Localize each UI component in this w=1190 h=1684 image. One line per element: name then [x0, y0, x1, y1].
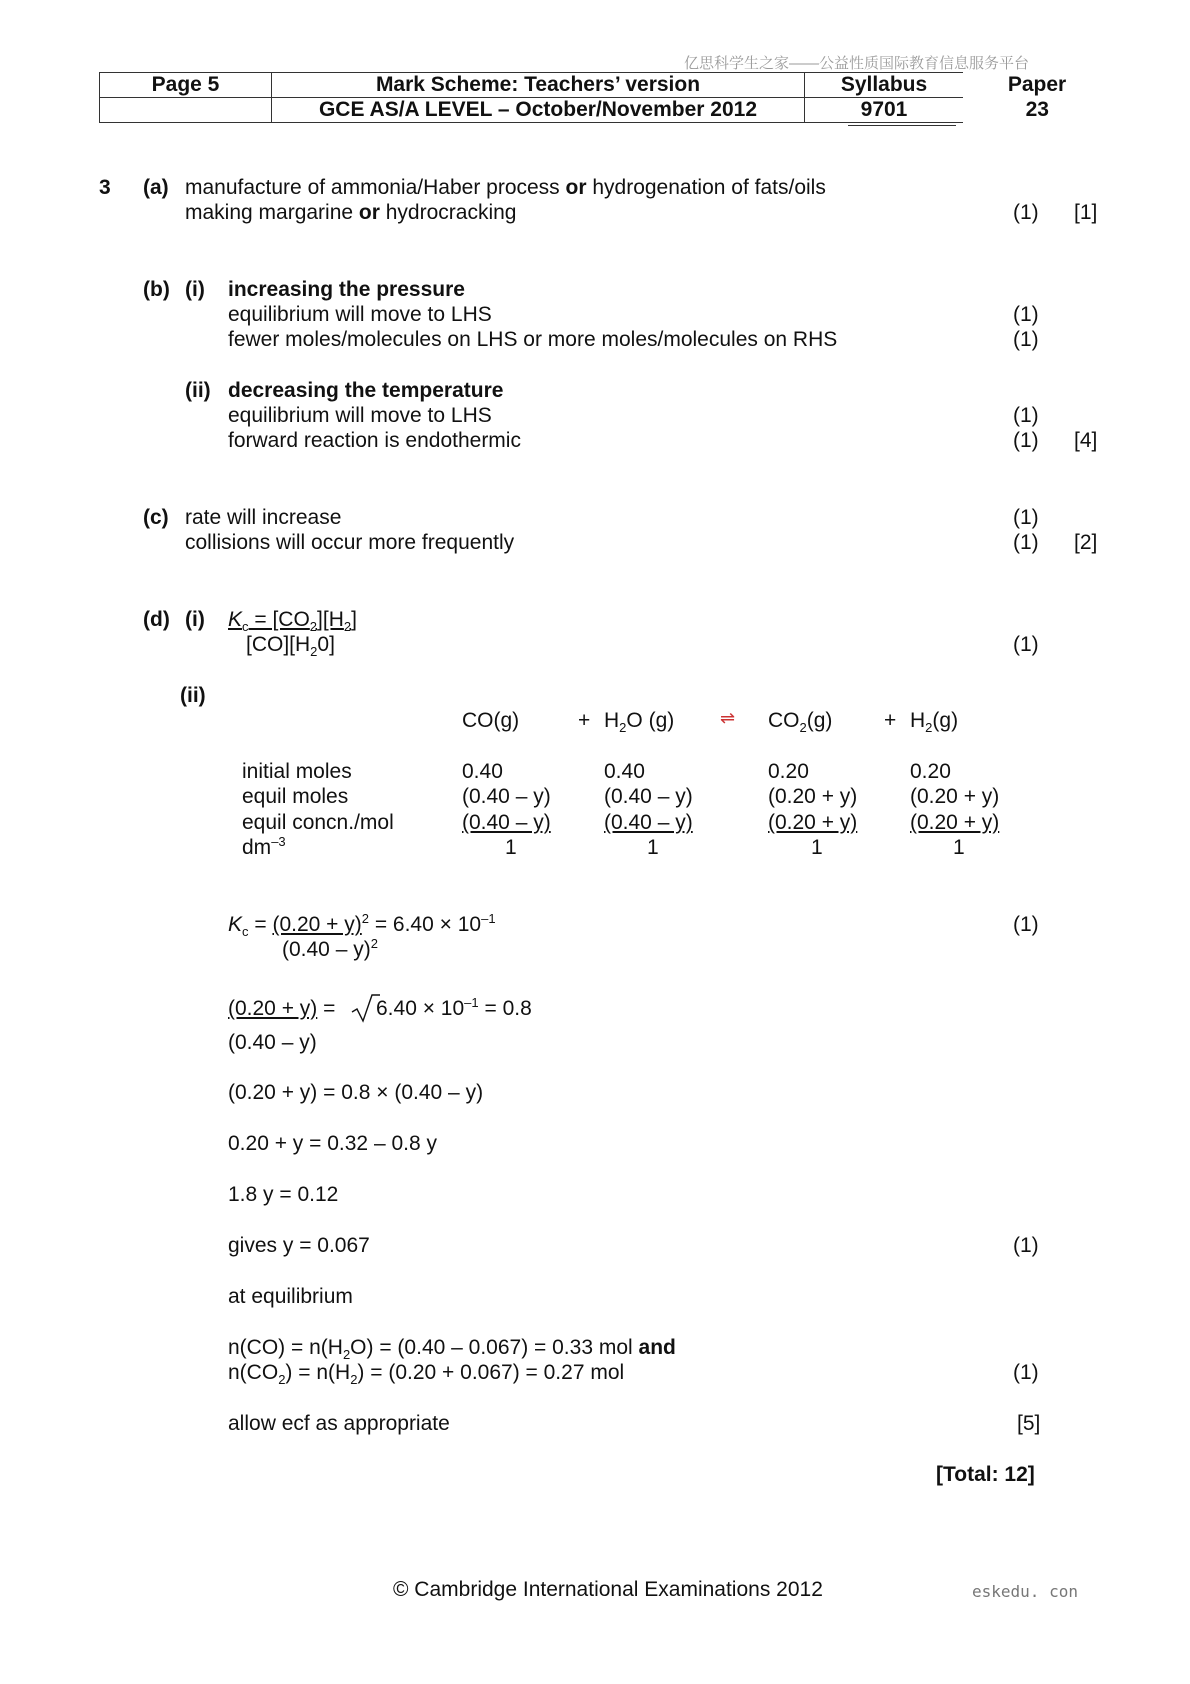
- ice-cell: (0.40 – y): [462, 811, 551, 834]
- ice-cell: 0.20: [910, 760, 951, 783]
- question-number: 3: [99, 176, 111, 199]
- part-d-label: (d): [143, 608, 170, 631]
- part-a-total: [1]: [1074, 201, 1098, 224]
- part-c-total: [2]: [1074, 531, 1098, 554]
- part-b-ii-mark2: (1): [1013, 429, 1039, 452]
- part-b-ii-line1: equilibrium will move to LHS: [228, 404, 492, 427]
- header-page: Page 5: [100, 73, 272, 98]
- footer-site-mark: eskedu. con: [972, 1582, 1078, 1601]
- ice-cell: (0.40 – y): [604, 811, 693, 834]
- part-c-mark1: (1): [1013, 506, 1039, 529]
- calc-step-2: (0.20 + y) = 0.8 × (0.40 – y): [228, 1081, 484, 1104]
- ice-cell: 0.40: [462, 760, 503, 783]
- eq-plus-2: +: [884, 709, 897, 732]
- calc-step-7: $n(CO) = n(H_2O) = (0.40 - 0.067) = 0.33$ mol and: [228, 1336, 676, 1363]
- eq-co2: $CO_2(g)$: [768, 709, 833, 736]
- calc-step-4: 1.8 y = 0.12: [228, 1183, 339, 1206]
- ice-cell: (0.40 – y): [604, 785, 693, 808]
- ice-cell: 1: [953, 836, 965, 859]
- kc-calc-mark: (1): [1013, 913, 1039, 936]
- eq-h2o: $H_2O$ (g): [604, 709, 675, 736]
- part-d-total: [5]: [1017, 1412, 1041, 1435]
- watermark-text: 亿思科学生之家——公益性质国际教育信息服务平台: [684, 55, 1030, 72]
- header-paper: 23: [1025, 98, 1049, 121]
- part-a-label: (a): [143, 176, 169, 199]
- ice-cell: 0.20: [768, 760, 809, 783]
- calc-step-8-mark: (1): [1013, 1361, 1039, 1384]
- header-syllabus: 9701: [805, 98, 964, 123]
- part-d-i-label: (i): [185, 608, 205, 631]
- header-title: Mark Scheme: Teachers’ version: [272, 73, 805, 98]
- part-b-label: (b): [143, 278, 170, 301]
- ice-cell: 1: [811, 836, 823, 859]
- equilibrium-arrow-icon: ⇌: [720, 708, 736, 728]
- kc-calc-numerator: $K_c = (0.20 + y)^2 = 6.40 \times 10^{-1}$: [228, 911, 496, 940]
- ice-label-initial: initial moles: [242, 760, 352, 783]
- ice-cell: 1: [647, 836, 659, 859]
- grand-total: [Total: 12]: [936, 1463, 1035, 1486]
- part-b-i-mark2: (1): [1013, 328, 1039, 351]
- part-b-ii-mark1: (1): [1013, 404, 1039, 427]
- kc-calc-denominator: (0.40 – y)$^2$: [282, 936, 378, 961]
- ice-cell: (0.20 + y): [910, 811, 1000, 834]
- calc-step-3: 0.20 + y = 0.32 – 0.8 y: [228, 1132, 437, 1155]
- ice-cell: 0.40: [604, 760, 645, 783]
- header-exam: GCE AS/A LEVEL – October/November 2012: [272, 98, 805, 123]
- sqrt-value: $6.40 \times 10^{-1} = 0.8$: [376, 995, 532, 1020]
- ice-label-equil: equil moles: [242, 785, 349, 808]
- part-b-i-heading: increasing the pressure: [228, 278, 465, 301]
- part-d-ii-label: (ii): [180, 684, 206, 707]
- kc-expression-numerator: $K_c = [CO_2][H_2]$: [228, 608, 357, 635]
- part-c-line1: rate will increase: [185, 506, 342, 529]
- part-d-i-mark: (1): [1013, 633, 1039, 656]
- part-b-total: [4]: [1074, 429, 1098, 452]
- ice-cell: 1: [505, 836, 517, 859]
- ice-label-concn: equil concn./mol: [242, 811, 394, 834]
- ice-label-dm: $dm^{-3}$: [242, 834, 286, 859]
- part-b-i-label: (i): [185, 278, 205, 301]
- part-c-mark2: (1): [1013, 531, 1039, 554]
- calc-step-5: gives y = 0.067: [228, 1234, 370, 1257]
- header-table: [99, 72, 1112, 123]
- calc-step-5-mark: (1): [1013, 1234, 1039, 1257]
- part-a-line2: making margarine or hydrocracking: [185, 201, 517, 224]
- calc-step-6: at equilibrium: [228, 1285, 353, 1308]
- calc-step-8: $n(CO_2) = n(H_2) = (0.20 + 0.067) = 0.27$ mol: [228, 1361, 625, 1388]
- ice-cell: (0.20 + y): [768, 811, 858, 834]
- header-syllabus-label: Syllabus: [805, 73, 964, 98]
- part-c-label: (c): [143, 506, 169, 529]
- ice-cell: (0.40 – y): [462, 785, 551, 808]
- eq-h2: $H_2(g)$: [910, 709, 959, 736]
- eq-co: CO(g): [462, 709, 520, 732]
- eq-plus-1: +: [578, 709, 591, 732]
- ice-cell: (0.20 + y): [910, 785, 1000, 808]
- part-b-i-line1: equilibrium will move to LHS: [228, 303, 492, 326]
- footer-copyright: © Cambridge International Examinations 2012: [393, 1578, 823, 1601]
- allow-ecf-note: allow ecf as appropriate: [228, 1412, 450, 1435]
- ice-cell: (0.20 + y): [768, 785, 858, 808]
- sqrt-step-denominator: (0.40 – y): [228, 1031, 317, 1054]
- part-c-line2: collisions will occur more frequently: [185, 531, 515, 554]
- header-rule-top: [848, 72, 956, 73]
- part-b-ii-heading: decreasing the temperature: [228, 379, 504, 402]
- header-rule-bottom: [848, 125, 956, 126]
- part-b-i-line2: fewer moles/molecules on LHS or more moles/molecules on RHS: [228, 328, 838, 351]
- part-b-i-mark1: (1): [1013, 303, 1039, 326]
- header-empty-cell: [100, 98, 272, 123]
- part-a-mark: (1): [1013, 201, 1039, 224]
- header-paper-label: Paper: [1007, 73, 1067, 96]
- sqrt-step: (0.20 + y) =: [228, 997, 336, 1020]
- kc-expression-denominator: $[CO][H_20]$: [246, 633, 335, 660]
- part-a-line1: manufacture of ammonia/Haber process or hydrogenation of fats/oils: [185, 176, 826, 199]
- part-b-ii-label: (ii): [185, 379, 211, 402]
- part-b-ii-line2: forward reaction is endothermic: [228, 429, 521, 452]
